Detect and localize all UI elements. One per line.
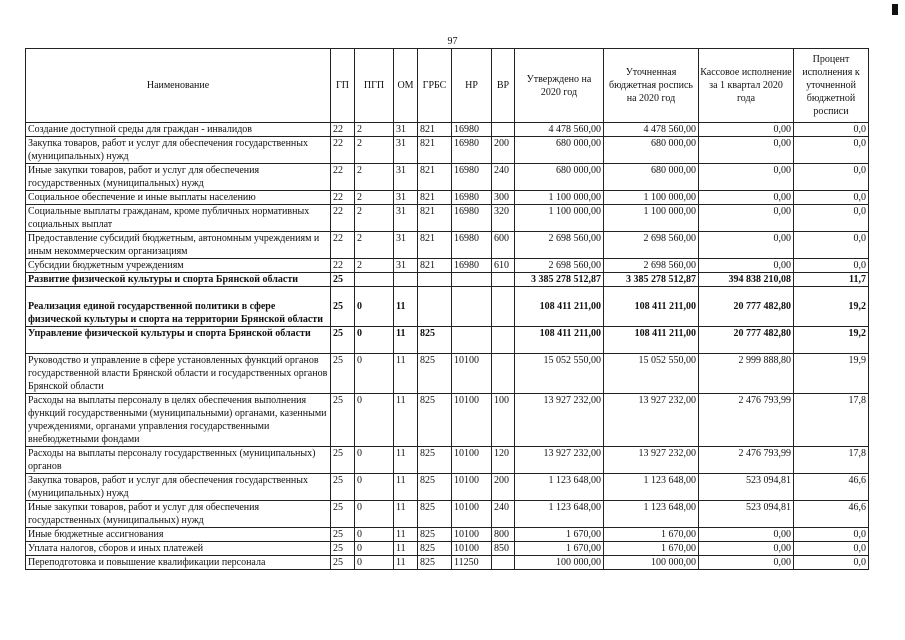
- cell-om: 31: [394, 205, 418, 232]
- cell-pgp: 0: [355, 528, 394, 542]
- cell-om: 11: [394, 501, 418, 528]
- cell-approved: 108 411 211,00: [515, 327, 604, 354]
- cell-refined: 680 000,00: [604, 164, 699, 191]
- table-row: [26, 354, 869, 394]
- cell-grbs: 825: [418, 394, 452, 447]
- cell-grbs: 825: [418, 528, 452, 542]
- cell-cash: 0,00: [699, 542, 794, 556]
- cell-name: Закупка товаров, работ и услуг для обеспечения государственных (муниципальных) нужд: [26, 474, 331, 501]
- cell-pgp: 2: [355, 123, 394, 137]
- cell-name: Переподготовка и повышение квалификации персонала: [26, 556, 331, 570]
- cell-name: Субсидии бюджетным учреждениям: [26, 259, 331, 273]
- cell-gp: 25: [331, 287, 355, 327]
- cell-np: 10100: [452, 542, 492, 556]
- table-row: [26, 394, 869, 447]
- cell-percent: 0,0: [794, 137, 869, 164]
- cell-name: Создание доступной среды для граждан - инвалидов: [26, 123, 331, 137]
- cell-grbs: 821: [418, 259, 452, 273]
- cell-gp: 25: [331, 556, 355, 570]
- cell-grbs: 821: [418, 164, 452, 191]
- cell-cash: 2 476 793,99: [699, 447, 794, 474]
- cell-np: 11250: [452, 556, 492, 570]
- cell-grbs: 825: [418, 556, 452, 570]
- cell-refined: 108 411 211,00: [604, 287, 699, 327]
- table-row: [26, 191, 869, 205]
- cell-percent: 0,0: [794, 205, 869, 232]
- cell-om: 11: [394, 556, 418, 570]
- cell-vr: 850: [492, 542, 515, 556]
- cell-vr: [492, 327, 515, 354]
- cell-grbs: 821: [418, 205, 452, 232]
- cell-gp: 25: [331, 327, 355, 354]
- cell-om: 31: [394, 259, 418, 273]
- cell-grbs: 825: [418, 542, 452, 556]
- col-percent: Процент исполнения к уточненной бюджетной росписи: [794, 49, 869, 123]
- table-row: [26, 501, 869, 528]
- cell-percent: 0,0: [794, 259, 869, 273]
- cell-refined: 680 000,00: [604, 137, 699, 164]
- cell-np: [452, 287, 492, 327]
- cell-np: 16980: [452, 191, 492, 205]
- cell-gp: 25: [331, 528, 355, 542]
- cell-pgp: 2: [355, 205, 394, 232]
- col-approved: Утверждено на 2020 год: [515, 49, 604, 123]
- cell-cash: 523 094,81: [699, 474, 794, 501]
- cell-vr: 600: [492, 232, 515, 259]
- cell-np: 16980: [452, 123, 492, 137]
- col-grbs: ГРБС: [418, 49, 452, 123]
- cell-om: 11: [394, 327, 418, 354]
- cell-gp: 22: [331, 137, 355, 164]
- cell-grbs: [418, 273, 452, 287]
- cell-grbs: 821: [418, 191, 452, 205]
- cell-cash: 0,00: [699, 164, 794, 191]
- col-pgp: ПГП: [355, 49, 394, 123]
- cell-gp: 25: [331, 354, 355, 394]
- cell-approved: 100 000,00: [515, 556, 604, 570]
- cell-cash: 0,00: [699, 556, 794, 570]
- cell-grbs: 821: [418, 137, 452, 164]
- cell-pgp: [355, 273, 394, 287]
- header-row: [26, 49, 869, 123]
- cell-approved: 1 100 000,00: [515, 205, 604, 232]
- cell-refined: 1 123 648,00: [604, 474, 699, 501]
- cell-vr: 100: [492, 394, 515, 447]
- cell-pgp: 0: [355, 394, 394, 447]
- col-name: Наименование: [26, 49, 331, 123]
- cell-vr: 320: [492, 205, 515, 232]
- cell-om: [394, 273, 418, 287]
- cell-approved: 3 385 278 512,87: [515, 273, 604, 287]
- page-number: 97: [447, 36, 458, 47]
- cell-om: 11: [394, 528, 418, 542]
- cell-np: 10100: [452, 354, 492, 394]
- cell-gp: 25: [331, 474, 355, 501]
- cell-percent: 17,8: [794, 447, 869, 474]
- cell-grbs: [418, 287, 452, 327]
- cell-om: 11: [394, 354, 418, 394]
- cell-vr: 200: [492, 474, 515, 501]
- cell-name: Социальные выплаты гражданам, кроме публичных нормативных социальных выплат: [26, 205, 331, 232]
- cell-vr: [492, 556, 515, 570]
- cell-cash: 2 999 888,80: [699, 354, 794, 394]
- cell-np: [452, 273, 492, 287]
- cell-gp: 25: [331, 542, 355, 556]
- cell-gp: 25: [331, 394, 355, 447]
- cell-om: 11: [394, 287, 418, 327]
- cell-gp: 22: [331, 205, 355, 232]
- cell-approved: 2 698 560,00: [515, 259, 604, 273]
- cell-pgp: 0: [355, 354, 394, 394]
- cell-approved: 15 052 550,00: [515, 354, 604, 394]
- cell-cash: 0,00: [699, 123, 794, 137]
- cell-percent: 0,0: [794, 164, 869, 191]
- cell-refined: 100 000,00: [604, 556, 699, 570]
- cell-pgp: 0: [355, 287, 394, 327]
- cell-name: Руководство и управление в сфере установленных функций органов государственной власти Брянской области и государственных органов Брянской области: [26, 354, 331, 394]
- cell-pgp: 2: [355, 232, 394, 259]
- table-row: [26, 164, 869, 191]
- cell-cash: 0,00: [699, 191, 794, 205]
- cell-cash: 523 094,81: [699, 501, 794, 528]
- cell-np: 10100: [452, 394, 492, 447]
- table-row: [26, 232, 869, 259]
- table-row: [26, 273, 869, 287]
- cell-cash: 0,00: [699, 232, 794, 259]
- table-row: [26, 259, 869, 273]
- cell-approved: 1 670,00: [515, 528, 604, 542]
- table-row: [26, 447, 869, 474]
- scan-mark: [892, 4, 898, 15]
- cell-np: 16980: [452, 232, 492, 259]
- cell-approved: 108 411 211,00: [515, 287, 604, 327]
- cell-om: 31: [394, 232, 418, 259]
- cell-gp: 25: [331, 501, 355, 528]
- cell-refined: 1 123 648,00: [604, 501, 699, 528]
- cell-approved: 13 927 232,00: [515, 447, 604, 474]
- cell-approved: 1 123 648,00: [515, 474, 604, 501]
- cell-grbs: 825: [418, 474, 452, 501]
- cell-name: Иные закупки товаров, работ и услуг для обеспечения государственных (муниципальных) нужд: [26, 164, 331, 191]
- cell-vr: 800: [492, 528, 515, 542]
- cell-cash: 0,00: [699, 205, 794, 232]
- cell-refined: 2 698 560,00: [604, 232, 699, 259]
- cell-np: 16980: [452, 205, 492, 232]
- cell-refined: 13 927 232,00: [604, 394, 699, 447]
- cell-np: 10100: [452, 528, 492, 542]
- col-vr: ВР: [492, 49, 515, 123]
- cell-refined: 4 478 560,00: [604, 123, 699, 137]
- cell-np: 16980: [452, 137, 492, 164]
- cell-percent: 19,2: [794, 287, 869, 327]
- cell-refined: 2 698 560,00: [604, 259, 699, 273]
- cell-percent: 0,0: [794, 528, 869, 542]
- cell-percent: 0,0: [794, 123, 869, 137]
- cell-percent: 0,0: [794, 232, 869, 259]
- cell-percent: 46,6: [794, 474, 869, 501]
- cell-approved: 680 000,00: [515, 164, 604, 191]
- cell-np: 10100: [452, 501, 492, 528]
- table-row: [26, 287, 869, 327]
- cell-vr: 200: [492, 137, 515, 164]
- cell-vr: [492, 287, 515, 327]
- table-row: [26, 327, 869, 354]
- cell-grbs: 825: [418, 447, 452, 474]
- cell-vr: [492, 123, 515, 137]
- cell-pgp: 0: [355, 556, 394, 570]
- cell-om: 11: [394, 542, 418, 556]
- cell-refined: 15 052 550,00: [604, 354, 699, 394]
- col-cash: Кассовое исполнение за 1 квартал 2020 года: [699, 49, 794, 123]
- table-row: [26, 528, 869, 542]
- cell-percent: 46,6: [794, 501, 869, 528]
- budget-table: [25, 48, 869, 570]
- cell-approved: 13 927 232,00: [515, 394, 604, 447]
- cell-om: 31: [394, 164, 418, 191]
- cell-np: 10100: [452, 474, 492, 501]
- cell-om: 11: [394, 474, 418, 501]
- cell-vr: [492, 354, 515, 394]
- cell-gp: 25: [331, 273, 355, 287]
- cell-cash: 0,00: [699, 528, 794, 542]
- table-row: [26, 137, 869, 164]
- cell-percent: 17,8: [794, 394, 869, 447]
- cell-grbs: 825: [418, 327, 452, 354]
- cell-approved: 1 123 648,00: [515, 501, 604, 528]
- cell-name: Закупка товаров, работ и услуг для обеспечения государственных (муниципальных) нужд: [26, 137, 331, 164]
- cell-vr: 120: [492, 447, 515, 474]
- cell-name: Расходы на выплаты персоналу в целях обеспечения выполнения функций государственными (муниципальными) органами, казенными учреждениями, органами управления государственными внебюджетными фондами: [26, 394, 331, 447]
- cell-np: 16980: [452, 259, 492, 273]
- cell-pgp: 2: [355, 137, 394, 164]
- cell-pgp: 0: [355, 501, 394, 528]
- cell-name: Реализация единой государственной политики в сфере физической культуры и спорта на территории Брянской области: [26, 287, 331, 327]
- cell-refined: 1 670,00: [604, 542, 699, 556]
- cell-percent: 0,0: [794, 191, 869, 205]
- cell-refined: 13 927 232,00: [604, 447, 699, 474]
- cell-cash: 20 777 482,80: [699, 287, 794, 327]
- cell-pgp: 0: [355, 474, 394, 501]
- cell-percent: 0,0: [794, 556, 869, 570]
- col-gp: ГП: [331, 49, 355, 123]
- cell-gp: 22: [331, 259, 355, 273]
- cell-approved: 4 478 560,00: [515, 123, 604, 137]
- cell-grbs: 821: [418, 232, 452, 259]
- cell-name: Развитие физической культуры и спорта Брянской области: [26, 273, 331, 287]
- cell-om: 11: [394, 447, 418, 474]
- cell-vr: 610: [492, 259, 515, 273]
- cell-np: [452, 327, 492, 354]
- cell-percent: 19,2: [794, 327, 869, 354]
- cell-vr: 240: [492, 164, 515, 191]
- cell-refined: 1 670,00: [604, 528, 699, 542]
- cell-grbs: 825: [418, 501, 452, 528]
- cell-approved: 1 670,00: [515, 542, 604, 556]
- cell-cash: 0,00: [699, 259, 794, 273]
- cell-name: Предоставление субсидий бюджетным, автономным учреждениям и иным некоммерческим организациям: [26, 232, 331, 259]
- cell-cash: 2 476 793,99: [699, 394, 794, 447]
- cell-om: 31: [394, 123, 418, 137]
- cell-cash: 394 838 210,08: [699, 273, 794, 287]
- cell-name: Социальное обеспечение и иные выплаты населению: [26, 191, 331, 205]
- table-row: [26, 556, 869, 570]
- cell-pgp: 0: [355, 327, 394, 354]
- table-row: [26, 542, 869, 556]
- cell-percent: 11,7: [794, 273, 869, 287]
- cell-cash: 0,00: [699, 137, 794, 164]
- col-om: ОМ: [394, 49, 418, 123]
- cell-pgp: 0: [355, 447, 394, 474]
- table-row: [26, 123, 869, 137]
- cell-refined: 3 385 278 512,87: [604, 273, 699, 287]
- cell-vr: 240: [492, 501, 515, 528]
- cell-percent: 0,0: [794, 542, 869, 556]
- cell-gp: 22: [331, 123, 355, 137]
- cell-np: 10100: [452, 447, 492, 474]
- cell-gp: 25: [331, 447, 355, 474]
- cell-gp: 22: [331, 232, 355, 259]
- table-row: [26, 474, 869, 501]
- cell-grbs: 825: [418, 354, 452, 394]
- cell-refined: 1 100 000,00: [604, 191, 699, 205]
- cell-grbs: 821: [418, 123, 452, 137]
- cell-pgp: 2: [355, 164, 394, 191]
- cell-name: Иные бюджетные ассигнования: [26, 528, 331, 542]
- cell-refined: 1 100 000,00: [604, 205, 699, 232]
- cell-vr: 300: [492, 191, 515, 205]
- cell-approved: 2 698 560,00: [515, 232, 604, 259]
- cell-om: 11: [394, 394, 418, 447]
- col-refined: Уточненная бюджетная роспись на 2020 год: [604, 49, 699, 123]
- cell-pgp: 2: [355, 259, 394, 273]
- cell-vr: [492, 273, 515, 287]
- cell-refined: 108 411 211,00: [604, 327, 699, 354]
- cell-name: Расходы на выплаты персоналу государственных (муниципальных) органов: [26, 447, 331, 474]
- col-np: НР: [452, 49, 492, 123]
- cell-approved: 680 000,00: [515, 137, 604, 164]
- cell-name: Иные закупки товаров, работ и услуг для обеспечения государственных (муниципальных) нужд: [26, 501, 331, 528]
- cell-percent: 19,9: [794, 354, 869, 394]
- cell-pgp: 2: [355, 191, 394, 205]
- cell-approved: 1 100 000,00: [515, 191, 604, 205]
- cell-gp: 22: [331, 164, 355, 191]
- cell-gp: 22: [331, 191, 355, 205]
- cell-cash: 20 777 482,80: [699, 327, 794, 354]
- cell-pgp: 0: [355, 542, 394, 556]
- cell-np: 16980: [452, 164, 492, 191]
- cell-name: Уплата налогов, сборов и иных платежей: [26, 542, 331, 556]
- cell-om: 31: [394, 191, 418, 205]
- table-row: [26, 205, 869, 232]
- cell-om: 31: [394, 137, 418, 164]
- cell-name: Управление физической культуры и спорта Брянской области: [26, 327, 331, 354]
